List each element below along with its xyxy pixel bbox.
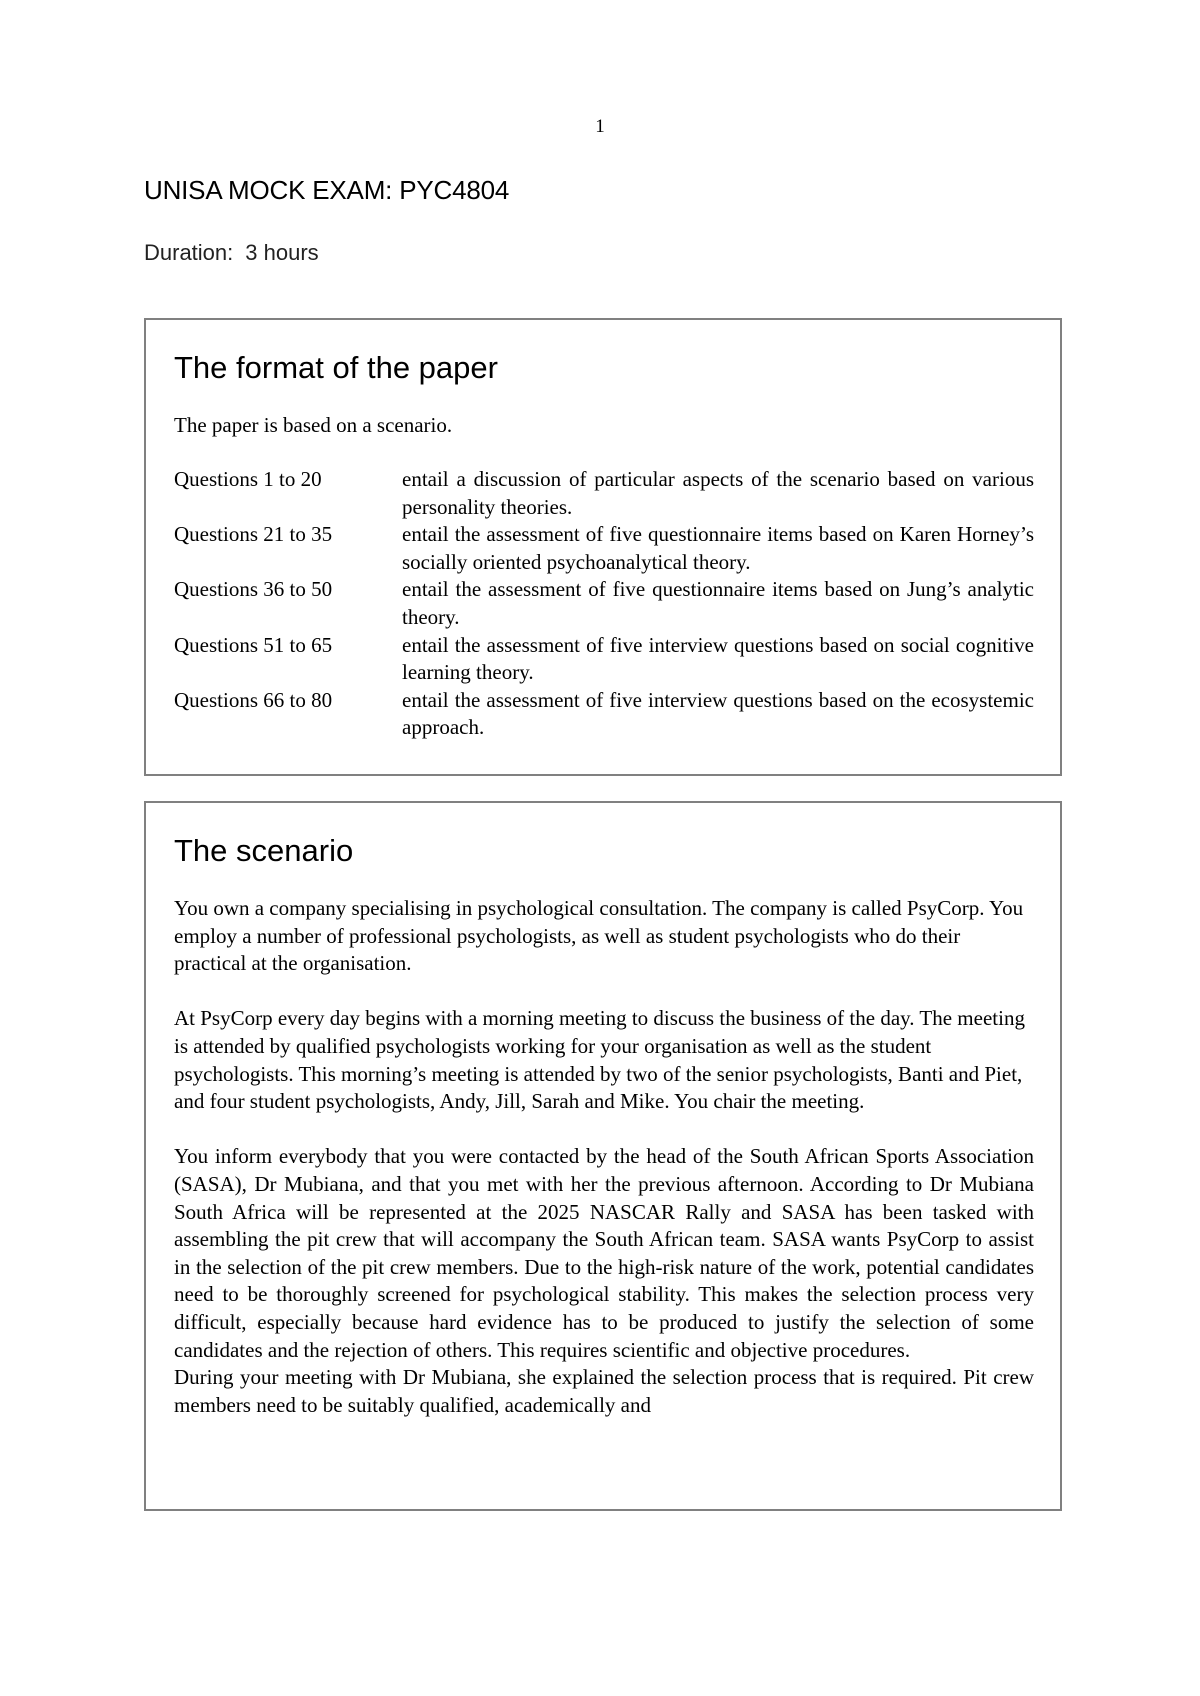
duration-value: 3 hours: [245, 240, 319, 265]
question-row: [174, 466, 1034, 521]
scenario-section-box: [144, 801, 1062, 1511]
duration-line: [144, 240, 319, 266]
question-range: Questions 1 to 20: [174, 467, 322, 491]
scenario-section-title: The scenario: [174, 833, 354, 868]
format-intro: The paper is based on a scenario.: [174, 413, 453, 437]
question-table: [174, 466, 1034, 742]
question-description: entail the assessment of five questionnaire items based on Karen Horney’s socially oriented psychoanalytical theory.: [402, 522, 1034, 574]
question-range: Questions 51 to 65: [174, 632, 333, 657]
question-row: [174, 687, 1034, 742]
question-description: entail the assessment of five questionnaire items based on Jung’s analytic theory.: [402, 577, 1034, 629]
scenario-paragraph: During your meeting with Dr Mubiana, she explained the selection process that is required. Pit crew members need to be suitably qualified, academically and: [174, 1365, 1034, 1417]
format-section-title: The format of the paper: [174, 350, 498, 385]
question-range: Questions 66 to 80: [174, 687, 333, 712]
question-description: entail the assessment of five interview questions based on the ecosystemic approach.: [402, 687, 1034, 740]
duration-label: Duration:: [144, 240, 234, 265]
format-section-box: [144, 318, 1062, 776]
page-number: 1: [595, 116, 605, 137]
question-description: entail the assessment of five interview questions based on social cognitive learning theory.: [402, 632, 1034, 685]
scenario-body: [174, 895, 1034, 1419]
question-row: [174, 521, 1034, 576]
question-description: entail a discussion of particular aspects of the scenario based on various personality theories.: [402, 467, 1034, 519]
scenario-paragraph: You inform everybody that you were contacted by the head of the South African Sports Association (SASA), Dr Mubiana, and that you met with her the previous afternoon. According to Dr Mubiana South Africa will be represented at the 2025 NASCAR Rally and SASA has been tasked with assembling the pit crew that will accompany the South African team. SASA wants PsyCorp to assist in the selection of the pit crew members. Due to the high-risk nature of the work, potential candidates need to be thoroughly screened for psychological stability. This makes the selection process very difficult, especially because hard evidence has to be produced to justify the selection of some candidates and the rejection of others. This requires scientific and objective procedures.: [174, 1144, 1034, 1362]
question-range: Questions 36 to 50: [174, 577, 333, 602]
question-row: [174, 576, 1034, 631]
exam-title: UNISA MOCK EXAM: PYC4804: [144, 175, 510, 205]
scenario-paragraph: At PsyCorp every day begins with a morning meeting to discuss the business of the day. The meeting is attended by qualified psychologists working for your organisation as well as the student psychologists. This morning’s meeting is attended by two of the senior psychologists, Banti and Piet, and four student psychologists, Andy, Jill, Sarah and Mike. You chair the meeting.: [174, 1006, 1025, 1114]
scenario-paragraph: You own a company specialising in psychological consultation. The company is called PsyCorp. You employ a number of professional psychologists, as well as student psychologists who do their practical at the organisation.: [174, 896, 1024, 976]
question-row: [174, 632, 1034, 687]
question-range: Questions 21 to 35: [174, 522, 333, 547]
